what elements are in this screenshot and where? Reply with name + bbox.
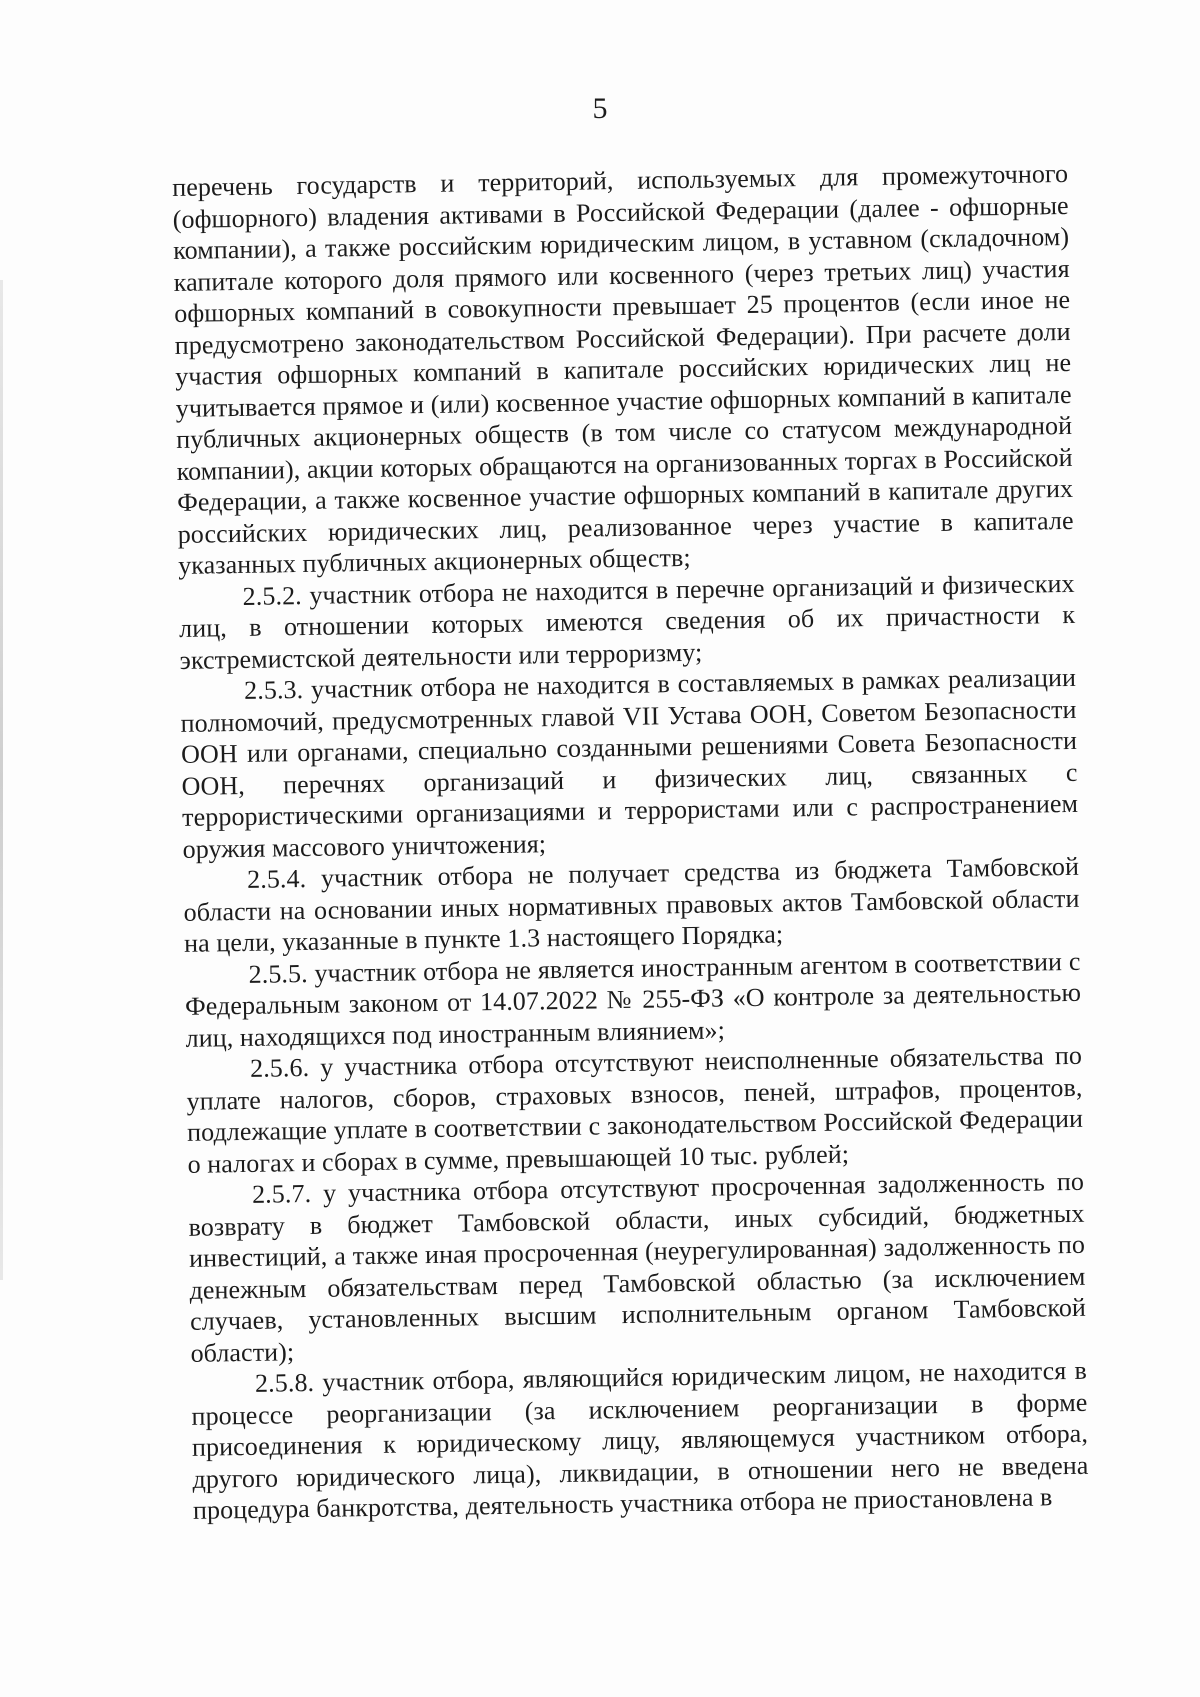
- scan-edge-shadow: [0, 280, 3, 1280]
- paragraph-2-5-5: 2.5.5. участник отбора не является иностранным агентом в соответствии с Федеральным законом от 14.07.2022 № 255-ФЗ «О контроле за деятельностью лиц, находящихся под иностранным влиянием»;: [184, 946, 1082, 1053]
- paragraph-continuation: перечень государств и территорий, используемых для промежуточного (офшорного) владения активами в Российской Федерации (далее - офшорные компании), а также российским юридическим лицом, в уставном (складочном) капитале которого доля прямого или косвенного (через третьих лиц) участия офшорных компаний в совокупности превышает 25 процентов (если иное не предусмотрено законодательством Российской Федерации). При расчете доли участия офшорных компаний в капитале российских юридических лиц не учитывается прямое и (или) косвенное участие офшорных компаний в капитале публичных акционерных обществ (в том числе со статусом международной компании), акции которых обращаются на организованных торгах в Российской Федерации, а также косвенное участие офшорных компаний в капитале других российских юридических лиц, реализованное через участие в капитале указанных публичных акционерных обществ;: [172, 158, 1074, 580]
- document-body: [172, 158, 1089, 1526]
- paragraph-2-5-6: 2.5.6. у участника отбора отсутствуют неисполненные обязательства по уплате налогов, сборов, страховых взносов, пеней, штрафов, процентов, подлежащие уплате в соответствии с законодательством Российской Федерации о налогах и сборах в сумме, превышающей 10 тыс. рублей;: [186, 1040, 1084, 1179]
- paragraph-2-5-2: 2.5.2. участник отбора не находится в перечне организаций и физических лиц, в отношении которых имеются сведения об их причастности к экстремистской деятельности или терроризму;: [178, 568, 1076, 675]
- paragraph-2-5-3: 2.5.3. участник отбора не находится в составляемых в рамках реализации полномочий, предусмотренных главой VII Устава ООН, Советом Безопасности ООН или органами, специально созданными решениями Совета Безопасности ООН, перечнях организаций и физических лиц, связанных с террористическими организациями и террористами или с распространением оружия массового уничтожения;: [180, 662, 1079, 864]
- paragraph-2-5-4: 2.5.4. участник отбора не получает средства из бюджета Тамбовской области на основании иных нормативных правовых актов Тамбовской области на цели, указанные в пункте 1.3 настоящего Порядка;: [183, 851, 1080, 958]
- paragraph-2-5-8: 2.5.8. участник отбора, являющийся юридическим лицом, не находится в процессе реорганизации (за исключением реорганизации в форме присоединения к юридическому лицу, являющемуся участником отбора, другого юридического лица), ликвидации, в отношении него не введена процедура банкротства, деятельность участника отбора не приостановлена в: [191, 1355, 1089, 1525]
- paragraph-2-5-7: 2.5.7. у участника отбора отсутствуют просроченная задолженность по возврату в бюджет Тамбовской области, иных субсидий, бюджетных инвестиций, а также иная просроченная (неурегулированная) задолженность по денежным обязательствам перед Тамбовской областью (за исключением случаев, установленных высшим исполнительным органом Тамбовской области);: [188, 1166, 1087, 1368]
- page-number: 5: [592, 92, 608, 125]
